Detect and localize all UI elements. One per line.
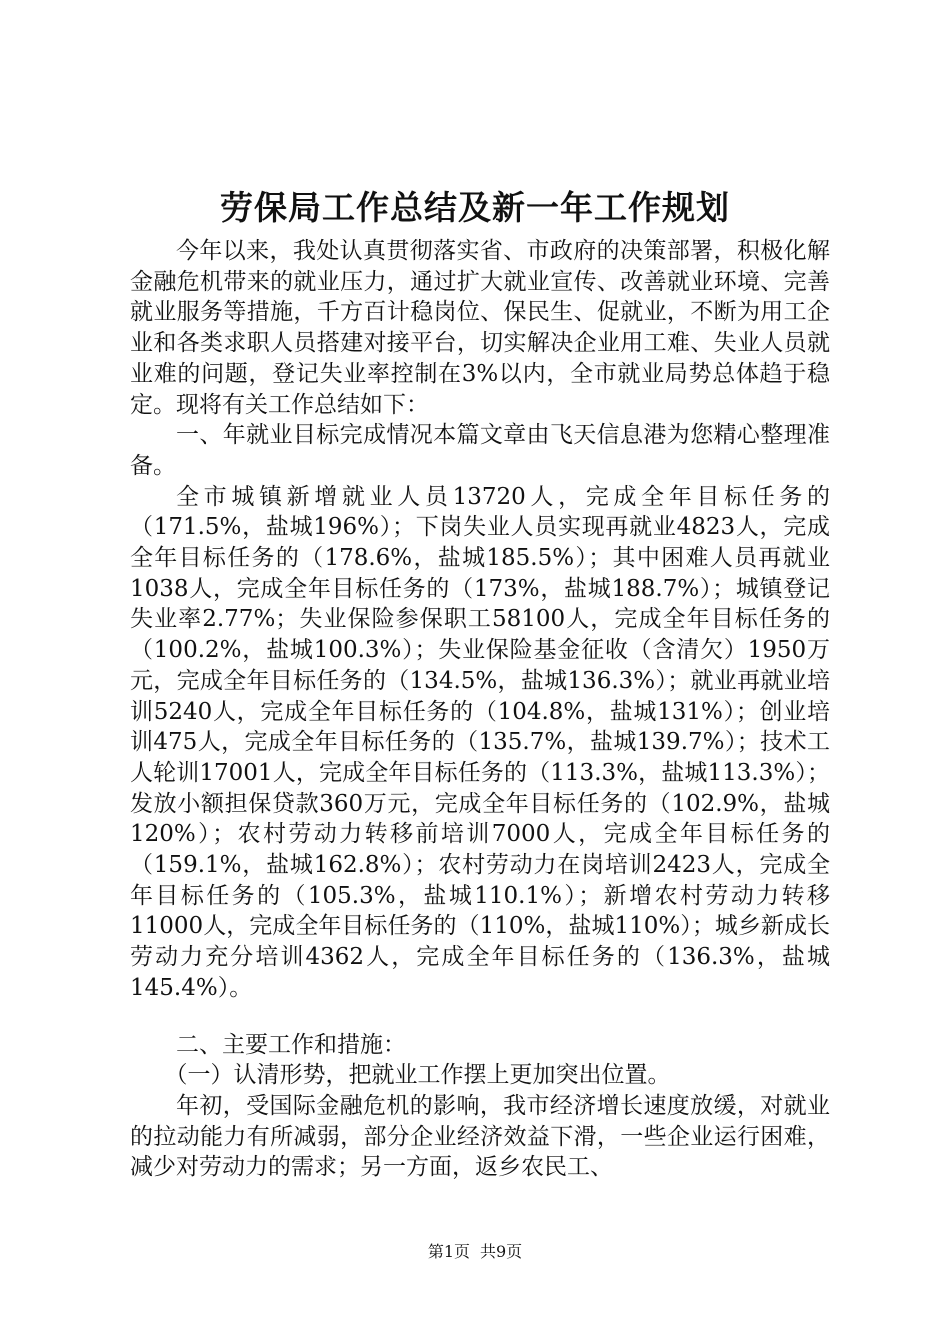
- subsection-heading-1: （一）认清形势，把就业工作摆上更加突出位置。: [164, 1062, 671, 1089]
- page-total: 共9页: [480, 1242, 523, 1261]
- section-heading-2: 二、主要工作和措施：: [176, 1031, 406, 1058]
- targets-paragraph: 全市城镇新增就业人员13720人，完成全年目标任务的（171.5%，盐城196%）；下岗失业人员实现再就业4823人，完成全年目标任务的（178.6%，盐城185.5%）；其中困难人员再就业1038人，完成全年目标任务的（173%，盐城188.7%）；城镇登记失业率2.77%；失业保险参保职工58100人，完成全年目标任务的（100.2%，盐城100.3%）；失业保险基金征收（含清欠）1950万元，完成全年目标任务的（134.5%，盐城136.3%）；就业再就业培训5240人，完成全年目标任务的（104.8%，盐城131%）；创业培训475人，完成全年目标任务的（135.7%，盐城139.7%）；技术工人轮训17001人，完成全年目标任务的（113.3%，盐城113.3%）；发放小额担保贷款360万元，完成全年目标任务的（102.9%，盐城120%）；农村劳动力转移前培训7000人，完成全年目标任务的（159.1%，盐城162.8%）；农村劳动力在岗培训2423人，完成全年目标任务的（105.3%，盐城110.1%）；新增农村劳动力转移11000人，完成全年目标任务的（110%，盐城110%）；城乡新成长劳动力充分培训4362人，完成全年目标任务的（136.3%，盐城145.4%）。: [130, 483, 830, 1001]
- page-footer: [0, 1240, 950, 1264]
- situation-paragraph: 年初，受国际金融危机的影响，我市经济增长速度放缓，对就业的拉动能力有所减弱，部分企业经济效益下滑，一些企业运行困难，减少对劳动力的需求；另一方面，返乡农民工、: [130, 1092, 830, 1181]
- section-heading-1: 一、年就业目标完成情况本篇文章由飞天信息港为您精心整理准备。: [130, 422, 830, 479]
- intro-paragraph: 今年以来，我处认真贯彻落实省、市政府的决策部署，积极化解金融危机带来的就业压力，通过扩大就业宣传、改善就业环境、完善就业服务等措施，千方百计稳岗位、保民生、促就业，不断为用工企业和各类求职人员搭建对接平台，切实解决企业用工难、失业人员就业难的问题，登记失业率控制在3%以内，全市就业局势总体趋于稳定。现将有关工作总结如下：: [130, 238, 830, 418]
- document-body: [130, 236, 830, 1183]
- page-number: 第1页: [427, 1242, 470, 1261]
- document-title: 劳保局工作总结及新一年工作规划: [220, 188, 730, 227]
